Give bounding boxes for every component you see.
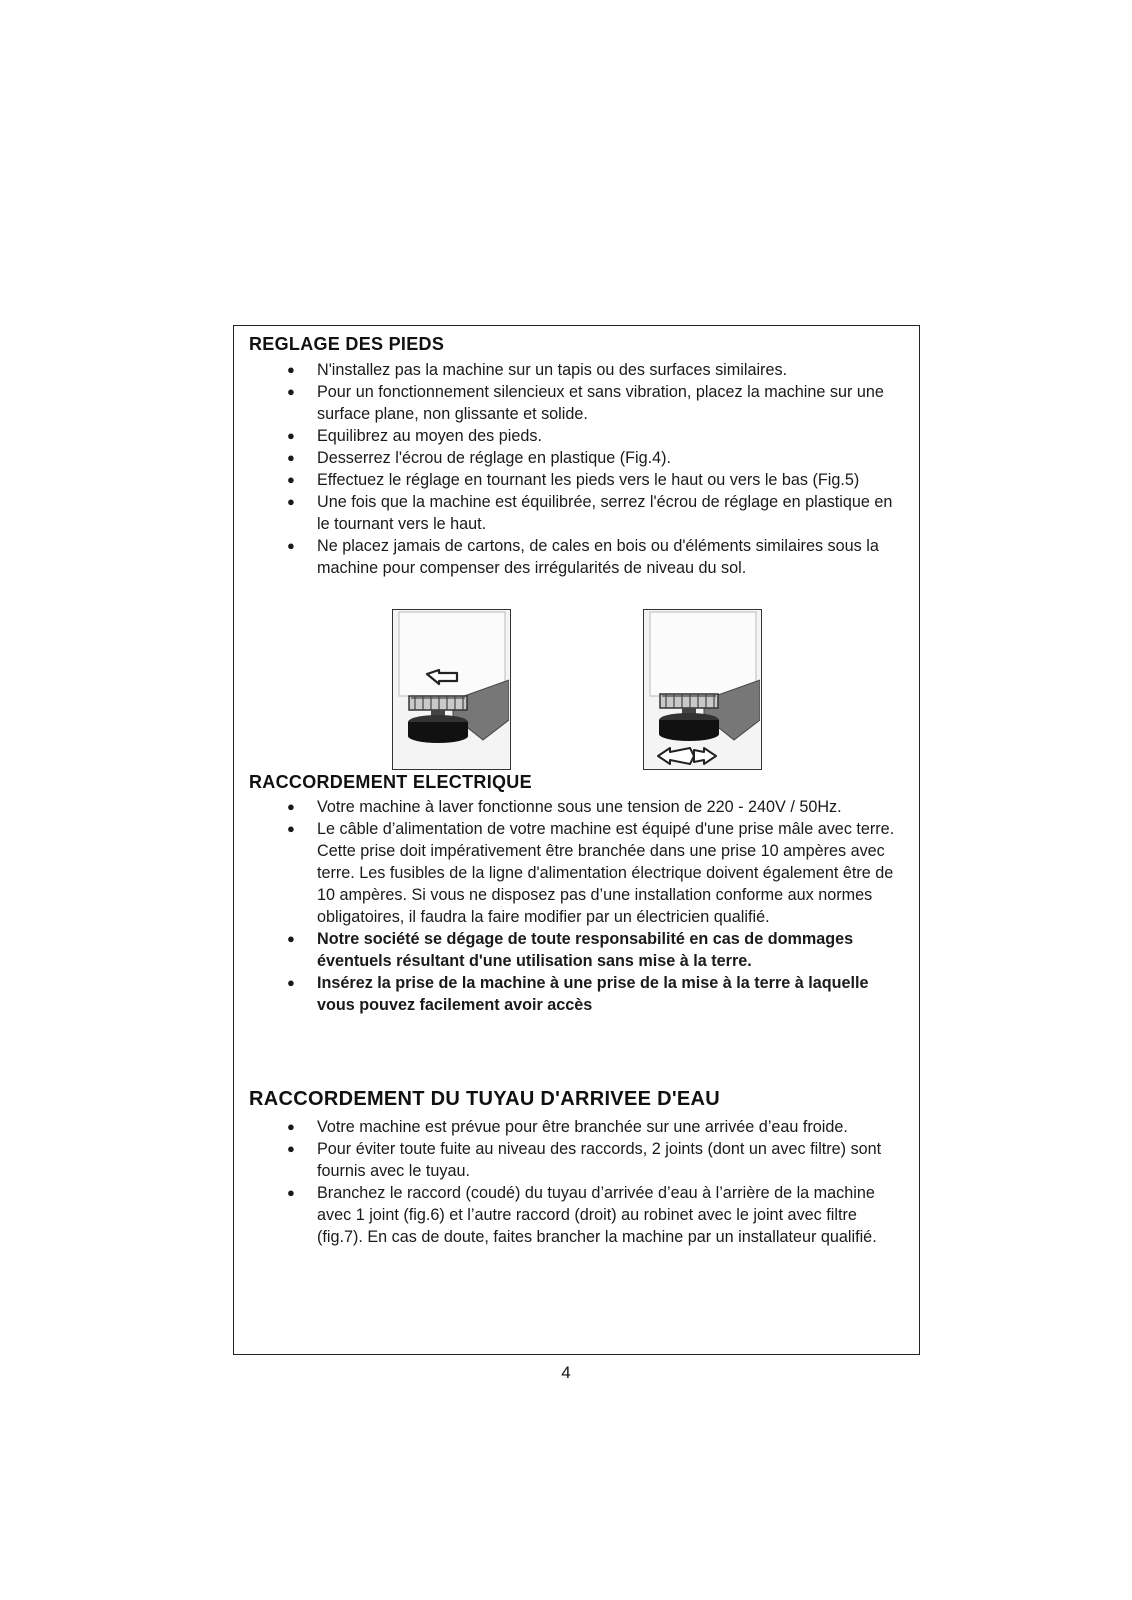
list-item-text: Une fois que la machine est équilibrée, serrez l'écrou de réglage en plastique en le tournant vers le haut. bbox=[317, 493, 893, 533]
list-item-text: Pour éviter toute fuite au niveau des raccords, 2 joints (dont un avec filtre) sont fournis avec le tuyau. bbox=[317, 1140, 882, 1180]
fig-4-image bbox=[392, 609, 511, 770]
bullet-icon: ● bbox=[287, 450, 295, 465]
bullet-icon: ● bbox=[287, 821, 295, 836]
bullet-icon: ● bbox=[287, 931, 295, 946]
list-item bbox=[249, 796, 907, 818]
bullet-icon: ● bbox=[287, 975, 295, 990]
page-number: 4 bbox=[561, 1363, 571, 1382]
list-item bbox=[249, 818, 907, 928]
list-item bbox=[249, 928, 907, 972]
list-item bbox=[249, 469, 907, 491]
list-item-text: Le câble d’alimentation de votre machine est équipé d'une prise mâle avec terre. Cette prise doit impérativement être branchée dans une prise 10 ampères avec terre. Les fusibles de la ligne d'alimentation électrique doivent également être de 10 ampères. Si vous ne disposez pas d’une installation conforme aux normes obligatoires, il faudra la faire modifier par un électricien qualifié. bbox=[317, 820, 895, 926]
list-item bbox=[249, 972, 907, 1016]
feet-list bbox=[249, 359, 907, 579]
list-item bbox=[249, 1116, 907, 1138]
list-item bbox=[249, 425, 907, 447]
water-hose-list bbox=[249, 1116, 907, 1248]
bullet-icon: ● bbox=[287, 1119, 295, 1134]
electric-list bbox=[249, 796, 907, 1016]
list-item-text: Desserrez l'écrou de réglage en plastique (Fig.4). bbox=[317, 449, 671, 467]
section-title-electric: RACCORDEMENT ELECTRIQUE bbox=[249, 772, 532, 792]
list-item-text: Ne placez jamais de cartons, de cales en bois ou d'éléments similaires sous la machine pour compenser des irrégularités de niveau du sol. bbox=[317, 537, 879, 577]
list-item bbox=[249, 491, 907, 535]
list-item-text: Pour un fonctionnement silencieux et sans vibration, placez la machine sur une surface plane, non glissante et solide. bbox=[317, 383, 884, 423]
list-item-text: Effectuez le réglage en tournant les pieds vers le haut ou vers le bas (Fig.5) bbox=[317, 471, 860, 489]
list-item bbox=[249, 1138, 907, 1182]
bullet-icon: ● bbox=[287, 428, 295, 443]
list-item bbox=[249, 1182, 907, 1248]
bullet-icon: ● bbox=[287, 362, 295, 377]
list-item-text: Votre machine à laver fonctionne sous une tension de 220 - 240V / 50Hz. bbox=[317, 798, 842, 816]
bullet-icon: ● bbox=[287, 1185, 295, 1200]
list-item-text: Notre société se dégage de toute responsabilité en cas de dommages éventuels résultant d'une utilisation sans mise à la terre. bbox=[317, 930, 854, 970]
bullet-icon: ● bbox=[287, 799, 295, 814]
list-item bbox=[249, 359, 907, 381]
bullet-icon: ● bbox=[287, 538, 295, 553]
list-item bbox=[249, 447, 907, 469]
list-item-text: Insérez la prise de la machine à une prise de la mise à la terre à laquelle vous pouvez facilement avoir accès bbox=[317, 974, 869, 1014]
list-item-text: Equilibrez au moyen des pieds. bbox=[317, 427, 542, 445]
bullet-icon: ● bbox=[287, 1141, 295, 1156]
bullet-icon: ● bbox=[287, 384, 295, 399]
bullet-icon: ● bbox=[287, 472, 295, 487]
list-item-text: N'installez pas la machine sur un tapis ou des surfaces similaires. bbox=[317, 361, 788, 379]
list-item bbox=[249, 535, 907, 579]
fig-5-image bbox=[643, 609, 762, 770]
list-item-text: Votre machine est prévue pour être branchée sur une arrivée d’eau froide. bbox=[317, 1118, 848, 1136]
section-title-feet: REGLAGE DES PIEDS bbox=[249, 334, 445, 354]
list-item-text: Branchez le raccord (coudé) du tuyau d’arrivée d’eau à l’arrière de la machine avec 1 joint (fig.6) et l’autre raccord (droit) au robinet avec le joint avec filtre (fig.7). En cas de doute, faites brancher la machine par un installateur qualifié. bbox=[317, 1184, 877, 1246]
section-title-water-hose: RACCORDEMENT DU TUYAU D'ARRIVEE D'EAU bbox=[249, 1088, 721, 1110]
list-item bbox=[249, 381, 907, 425]
double-arrow-icon bbox=[658, 748, 716, 764]
bullet-icon: ● bbox=[287, 494, 295, 509]
